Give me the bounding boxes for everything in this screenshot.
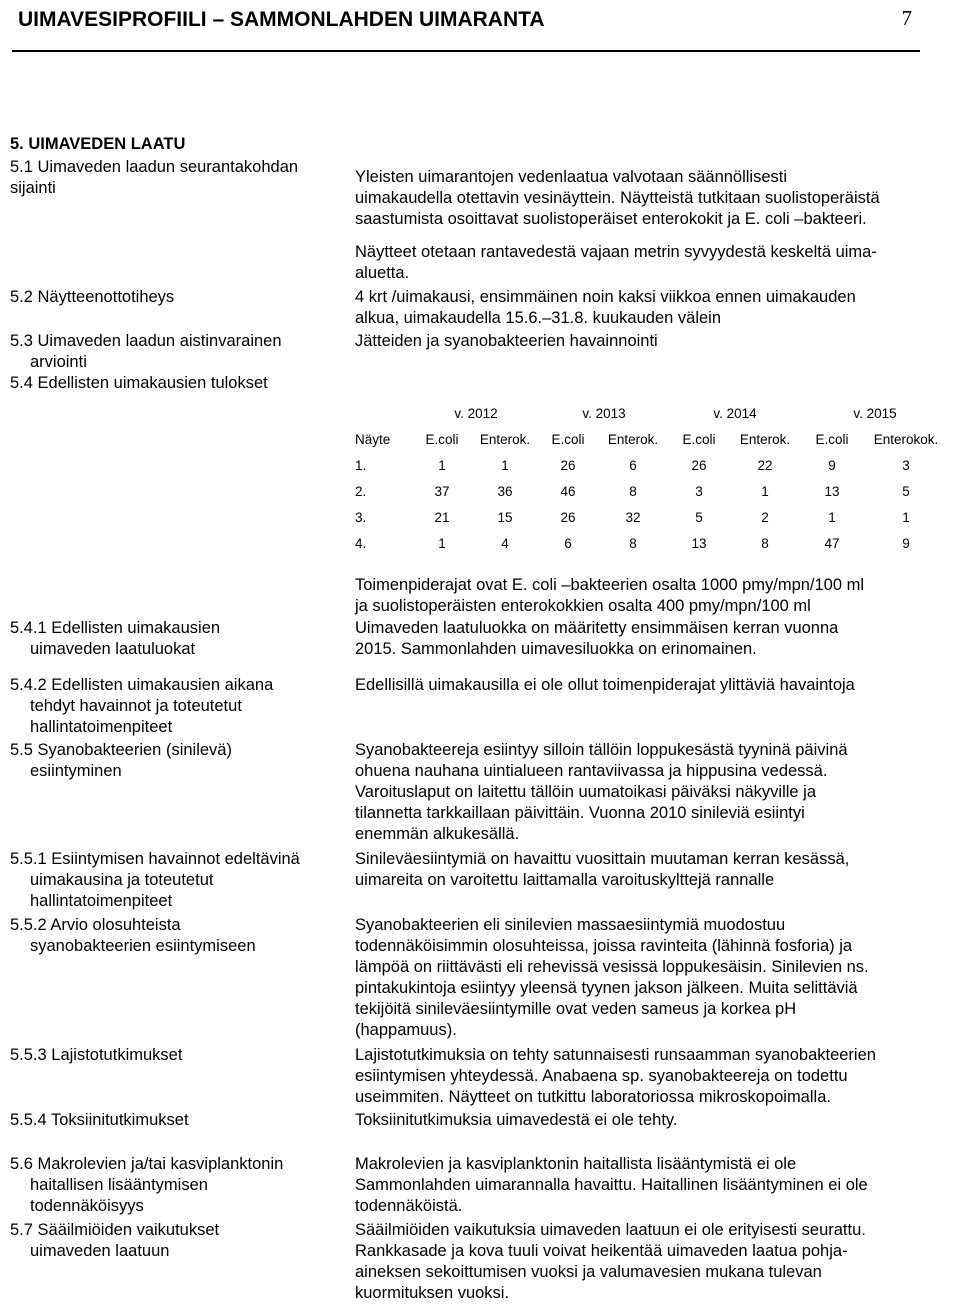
table-cell: 6 [564,535,572,551]
text-5-5 [355,740,950,845]
label-line: 5.1 Uimaveden laadun seurantakohdan [10,158,299,176]
text-line: Sinileväesiintymiä on havaittu vuosittain muutaman kerran kesässä, [355,850,850,868]
text-5-1 [355,167,950,230]
text-5-5-3 [355,1045,950,1108]
label-5-5-3 [10,1045,340,1066]
label-line: uimaveden laatuluokat [30,640,196,658]
table-cell: 13 [691,535,707,551]
text-line: tilannetta tarkkaillaan päivittäin. Vuonna 2010 sinileviä esiintyi [355,804,805,822]
text-5-2 [355,287,950,329]
table-cell: 46 [560,483,576,499]
header-cell: E.coli [425,431,459,447]
header-cell: Enterok. [739,431,791,447]
label-5-3 [10,331,340,373]
table-cell: 22 [757,457,773,473]
text-5-5-2 [355,915,950,1041]
text-line: uimakaudella otettavin vesinäyttein. Näytteistä tutkitaan suolistoperäistä [355,189,880,207]
label-line: 5.5 Syanobakteerien (sinilevä) [10,741,232,759]
table-cell: 9 [828,457,836,473]
table-cell: 3. [355,509,367,525]
table-cell: 6 [629,457,637,473]
text-line: useimmiten. Näytteet on tutkittu laboratoriossa mikroskopoimalla. [355,1088,831,1106]
header-cell: E.coli [815,431,849,447]
label-line: haitallisen lisääntymisen [30,1176,208,1194]
text-line: Jätteiden ja syanobakteerien havainnointi [355,332,658,350]
text-5-4-1 [355,618,950,660]
label-line: todennäköisyys [30,1197,144,1215]
text-line: todennäköistä. [355,1197,463,1215]
table-cell: 1 [438,535,446,551]
header-cell: Enterok. [479,431,531,447]
table-cell: 26 [560,457,576,473]
label-line: 5.4.2 Edellisten uimakausien aikana [10,676,274,694]
text-limits [355,575,950,617]
label-line: 5.5.4 Toksiinitutkimukset [10,1111,189,1129]
table-cell: 5 [902,483,910,499]
label-line: 5.6 Makrolevien ja/tai kasviplanktonin [10,1155,284,1173]
results-table [355,400,949,556]
table-cell: 3 [902,457,910,473]
label-5-4-1 [10,618,340,660]
header-cell: Enterok. [607,431,659,447]
text-line: Toimenpiderajat ovat E. coli –bakteerien osalta 1000 pmy/mpn/100 ml [355,576,865,594]
text-line: Makrolevien ja kasviplanktonin haitallista lisääntymistä ei ole [355,1155,797,1173]
table-cell: 1 [501,457,509,473]
text-line: Rankkasade ja kova tuuli voivat heikentää uimaveden laatua pohja- [355,1242,848,1260]
text-line: Syanobakteereja esiintyy silloin tällöin loppukesästä tyyninä päivinä [355,741,848,759]
table-cell: 2 [761,509,769,525]
table-cell: 15 [497,509,513,525]
table-row [355,478,949,504]
text-line: Sääilmiöiden vaikutuksia uimaveden laatuun ei ole erityisesti seurattu. [355,1221,866,1239]
text-line: todennäköisimmin olosuhteissa, joissa ravinteita (lähinnä fosforia) ja [355,937,853,955]
text-line: (happamuus). [355,1021,457,1039]
label-5-4-2 [10,675,340,738]
text-line: esiintymisen yhteydessä. Anabaena sp. syanobakteereja on todettu [355,1067,848,1085]
text-5-4-2 [355,675,950,696]
text-line: ja suolistoperäisten enterokokkien osalta 400 pmy/mpn/100 ml [355,597,811,615]
label-5-5-2 [10,915,340,957]
text-line: ohuena nauhana uintialueen rantaviivassa ja hippusina vedessä. [355,762,828,780]
label-line: arviointi [30,353,87,371]
table-row [355,504,949,530]
page-header [12,2,920,52]
header-cell: E.coli [682,431,716,447]
label-line: hallintatoimenpiteet [30,718,173,736]
table-cell: 4. [355,535,367,551]
table-cell: 36 [497,483,513,499]
label-line: uimaveden laatuun [30,1242,170,1260]
label-line: 5.3 Uimaveden laadun aistinvarainen [10,332,282,350]
text-line: Toksiinitutkimuksia uimavedestä ei ole tehty. [355,1111,678,1129]
text-5-5-1 [355,849,950,891]
table-cell: 3 [695,483,703,499]
text-line: pintakukintoja esiintyy yleensä tyynen jakson jälkeen. Muita selittäviä [355,979,858,997]
text-line: Edellisillä uimakausilla ei ole ollut toimenpiderajat ylittäviä havaintoja [355,676,855,694]
results-header-row [355,426,949,452]
label-line: 5.4 Edellisten uimakausien tulokset [10,374,268,392]
section-title: 5. UIMAVEDEN LAATU [10,135,186,153]
label-5-5 [10,740,340,782]
text-5-5-4 [355,1110,950,1131]
label-line: 5.5.2 Arvio olosuhteista [10,916,181,934]
label-line: 5.5.3 Lajistotutkimukset [10,1046,183,1064]
table-cell: 8 [761,535,769,551]
table-cell: 8 [629,535,637,551]
text-5-3 [355,331,950,352]
year-2013: v. 2013 [582,405,626,421]
label-5-6 [10,1154,340,1217]
table-cell: 26 [691,457,707,473]
table-cell: 5 [695,509,703,525]
label-5-4 [10,373,340,394]
text-line: saastumista osoittavat suolistoperäiset enterokokit ja E. coli –bakteeri. [355,210,867,228]
page-number: 7 [901,6,912,30]
label-line: 5.5.1 Esiintymisen havainnot edeltävinä [10,850,300,868]
year-2012: v. 2012 [454,405,498,421]
table-cell: 13 [824,483,840,499]
text-line: Näytteet otetaan rantavedestä vajaan metrin syvyydestä keskeltä uima- [355,243,877,261]
text-line: aineksen sekoittumisen vuoksi ja valumavesien mukana tulevan [355,1263,822,1281]
label-line: esiintyminen [30,762,122,780]
table-cell: 2. [355,483,367,499]
header-cell: Enterokok. [873,431,939,447]
label-5-5-1 [10,849,340,912]
header-cell: Näyte [355,431,391,447]
label-line: sijainti [10,179,56,197]
text-line: Varoituslaput on laitettu tällöin uumatoikasi päiväksi näkyville ja [355,783,817,801]
table-cell: 26 [560,509,576,525]
table-row [355,452,949,478]
text-5-1-b [355,242,950,284]
table-cell: 1. [355,457,367,473]
label-line: 5.4.1 Edellisten uimakausien [10,619,221,637]
text-line: Uimaveden laatuluokka on määritetty ensimmäisen kerran vuonna [355,619,839,637]
text-line: kuormituksen vuoksi. [355,1284,510,1302]
text-line: 4 krt /uimakausi, ensimmäinen noin kaksi viikkoa ennen uimakauden [355,288,856,306]
table-cell: 8 [629,483,637,499]
text-line: alkua, uimakaudella 15.6.–31.8. kuukauden välein [355,309,722,327]
table-cell: 9 [902,535,910,551]
label-line: tehdyt havainnot ja toteutetut [30,697,242,715]
table-cell: 1 [902,509,910,525]
text-line: aluetta. [355,264,410,282]
text-line: uimareita on varoitettu laittamalla varoituskylttejä rannalle [355,871,775,889]
text-line: Lajistotutkimuksia on tehty satunnaisesti runsaamman syanobakteerien [355,1046,876,1064]
text-line: Yleisten uimarantojen vedenlaatua valvotaan säännöllisesti [355,168,788,186]
label-line: 5.7 Sääilmiöiden vaikutukset [10,1221,220,1239]
label-line: hallintatoimenpiteet [30,892,173,910]
label-5-2 [10,287,340,308]
table-cell: 21 [434,509,450,525]
table-cell: 4 [501,535,509,551]
results-year-row [355,400,949,426]
year-2014: v. 2014 [713,405,757,421]
year-2015: v. 2015 [853,405,897,421]
label-5-5-4 [10,1110,340,1131]
text-line: enemmän alkukesällä. [355,825,520,843]
text-5-7 [355,1220,950,1304]
text-line: tekijöitä sinileväesiintymille ovat veden sameus ja korkea pH [355,1000,797,1018]
table-cell: 1 [828,509,836,525]
table-cell: 1 [761,483,769,499]
text-5-6 [355,1154,950,1217]
text-line: Sammonlahden uimarannalla havaittu. Haitallinen lisääntyminen ei ole [355,1176,868,1194]
header-title: UIMAVESIPROFIILI – SAMMONLAHDEN UIMARANTA [18,8,545,31]
table-cell: 47 [824,535,840,551]
text-line: Syanobakteerien eli sinilevien massaesiintymiä muodostuu [355,916,786,934]
table-row [355,530,949,556]
label-line: 5.2 Näytteenottotiheys [10,288,175,306]
label-line: uimakausina ja toteutetut [30,871,214,889]
table-cell: 1 [438,457,446,473]
text-line: lämpöä on riittävästi eli rehevissä vesissä loppukesäisin. Sinilevien ns. [355,958,869,976]
label-line: syanobakteerien esiintymiseen [30,937,256,955]
label-5-7 [10,1220,340,1262]
text-line: 2015. Sammonlahden uimavesiluokka on erinomainen. [355,640,757,658]
header-cell: E.coli [551,431,585,447]
label-5-1 [10,157,340,199]
table-cell: 32 [625,509,641,525]
table-cell: 37 [434,483,450,499]
